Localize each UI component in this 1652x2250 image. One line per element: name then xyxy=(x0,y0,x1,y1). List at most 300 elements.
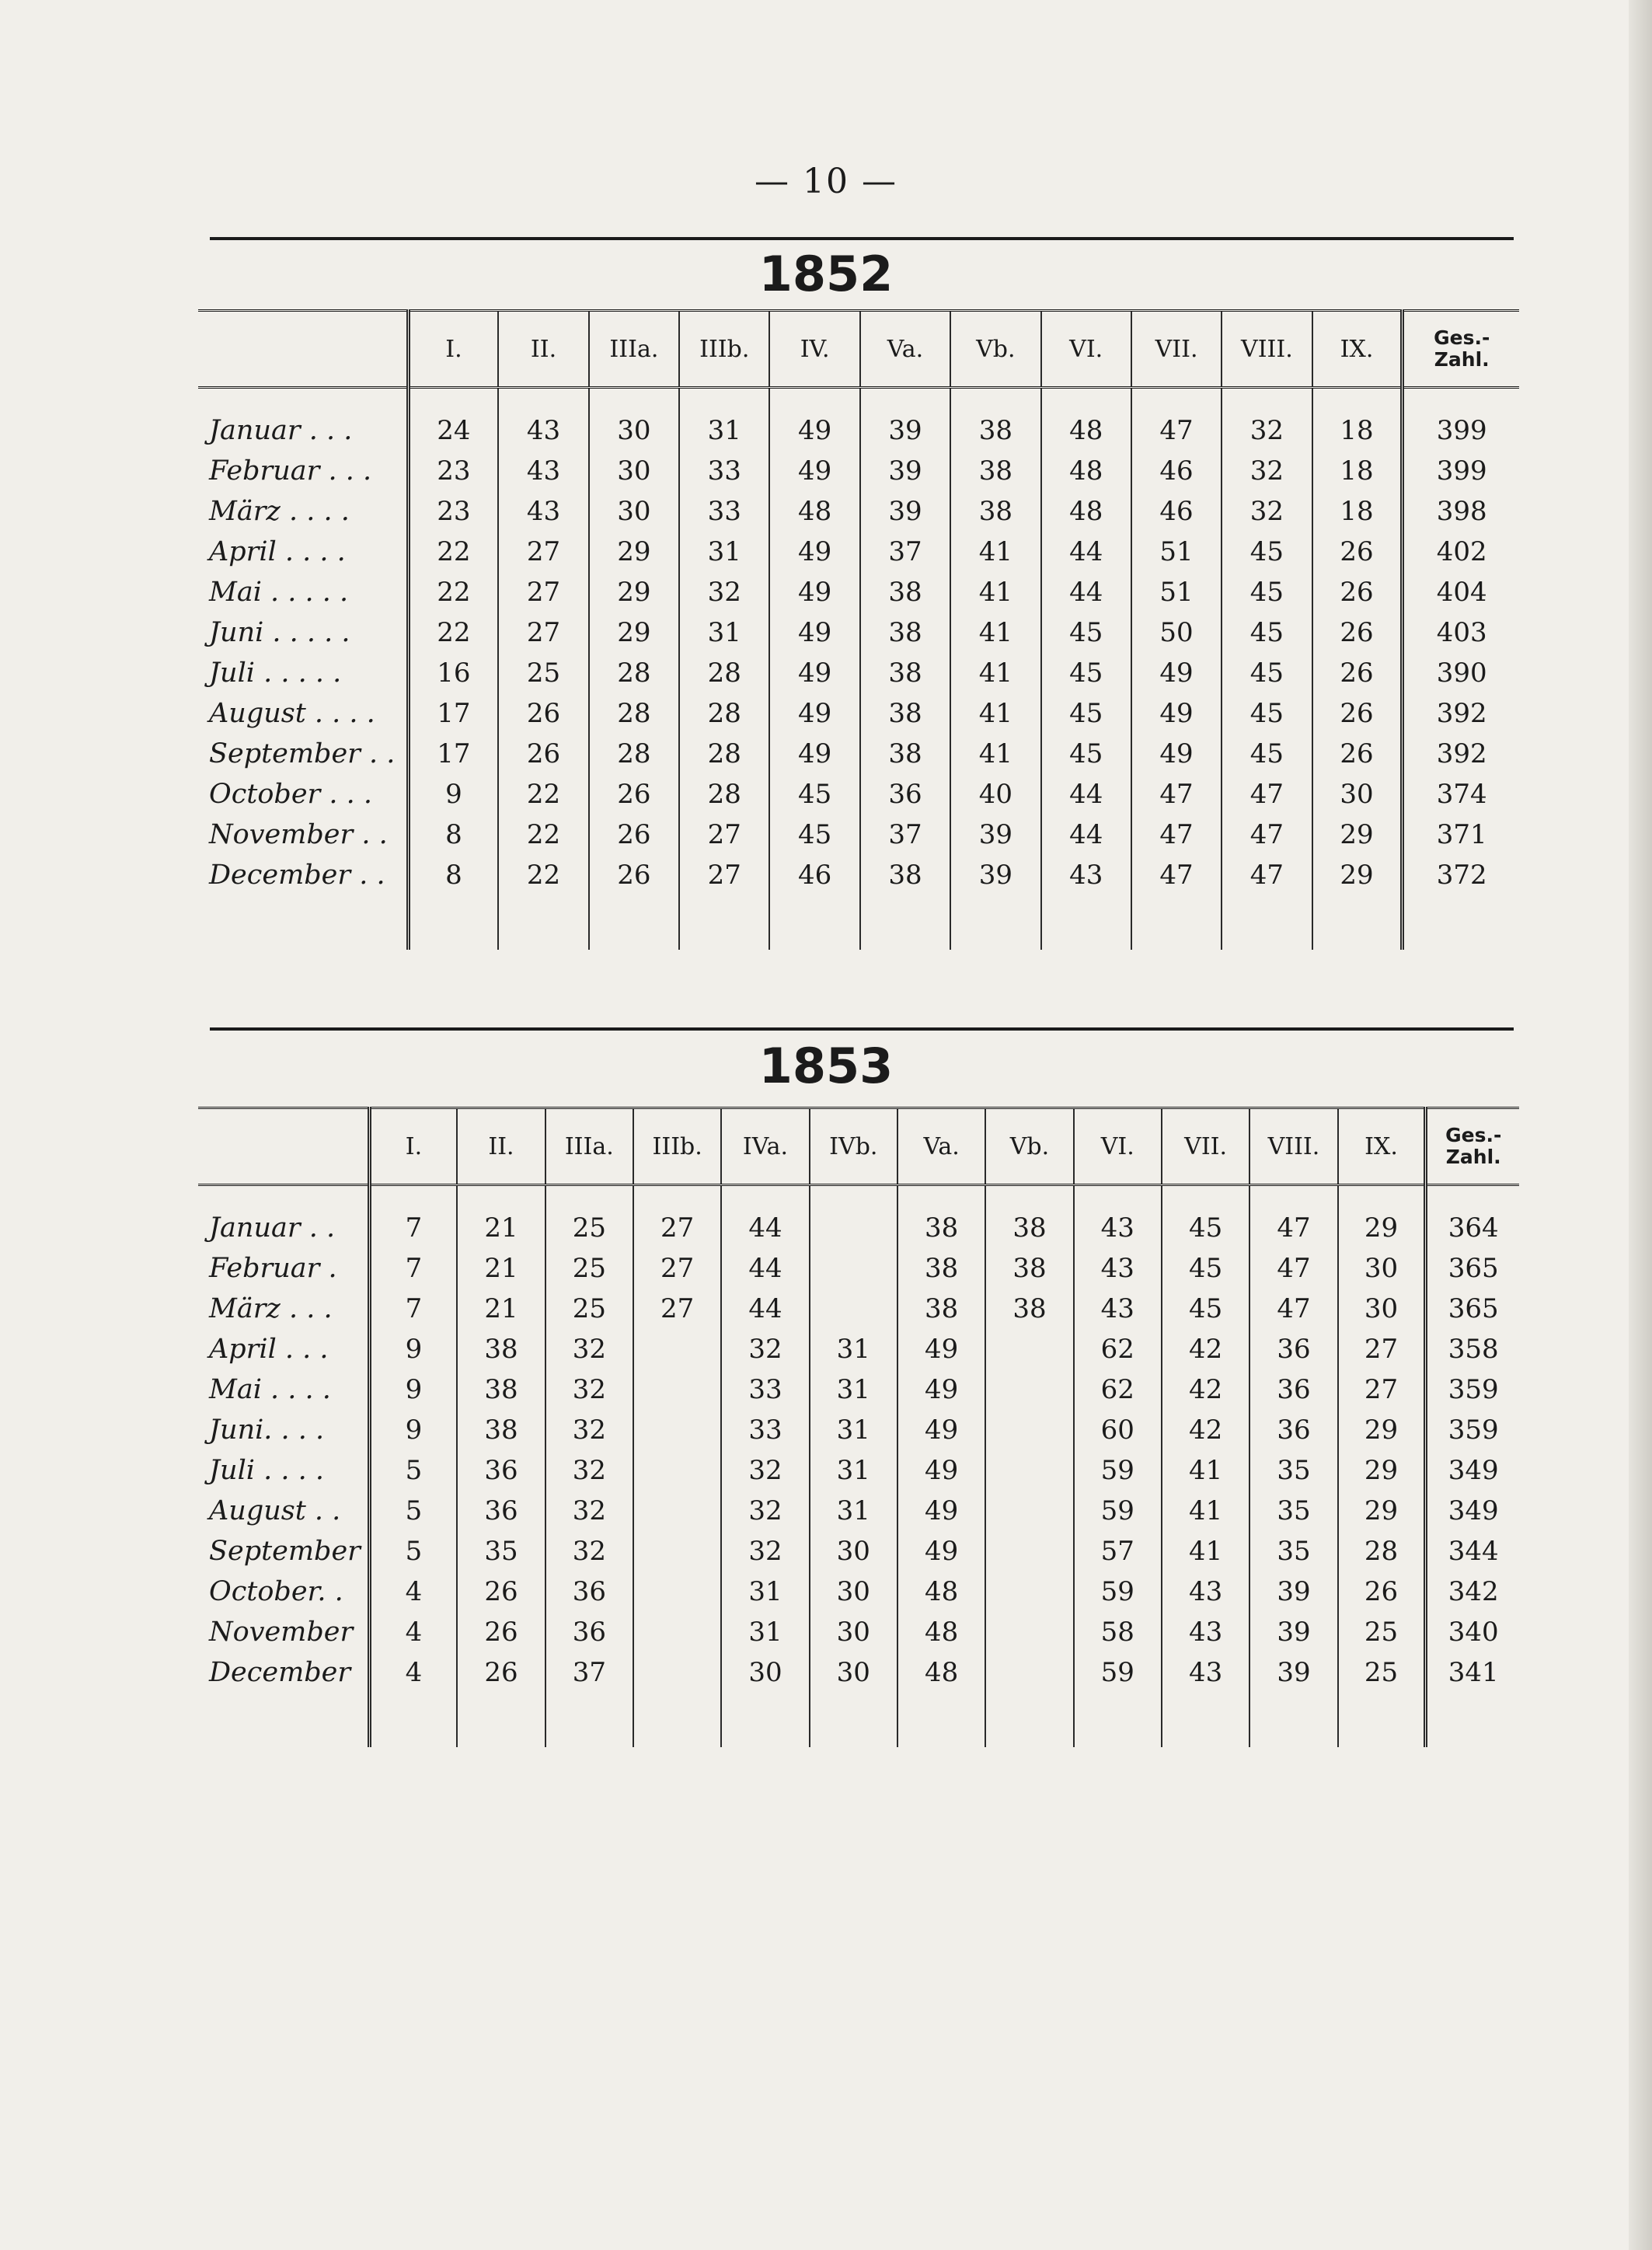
table-cell: 49 xyxy=(769,693,859,734)
table-cell: 26 xyxy=(1312,612,1403,653)
table-cell: 41 xyxy=(1162,1450,1249,1491)
table-cell: 47 xyxy=(1249,1208,1337,1248)
table-cell: 38 xyxy=(457,1410,545,1450)
tail-row xyxy=(198,1693,1519,1747)
table-cell: 59 xyxy=(1074,1491,1162,1531)
table-cell: 32 xyxy=(545,1531,633,1572)
table-cell: 30 xyxy=(810,1652,897,1693)
table-cell: 44 xyxy=(721,1289,809,1329)
table-cell xyxy=(810,1289,897,1329)
month-label: August . . xyxy=(209,1495,341,1526)
table-cell: 9 xyxy=(408,774,498,815)
column-header: VI. xyxy=(1074,1108,1162,1185)
spacer-row xyxy=(198,388,1519,411)
table-cell: 31 xyxy=(810,1329,897,1369)
table-cell: 38 xyxy=(985,1289,1073,1329)
table-cell: 47 xyxy=(1222,855,1312,895)
table-cell: 38 xyxy=(457,1329,545,1369)
table-cell: 26 xyxy=(457,1652,545,1693)
table-cell: 49 xyxy=(769,410,859,451)
table-cell: 32 xyxy=(679,572,769,612)
table-cell: 32 xyxy=(721,1491,809,1531)
table-cell: 41 xyxy=(1162,1491,1249,1531)
table-cell: 29 xyxy=(1312,815,1403,855)
table-row xyxy=(198,1450,1519,1491)
table-cell: 25 xyxy=(1338,1612,1426,1652)
total-cell: 403 xyxy=(1403,612,1519,653)
table-cell: 17 xyxy=(408,693,498,734)
table-cell: 31 xyxy=(810,1491,897,1531)
table-cell: 26 xyxy=(1312,653,1403,693)
table-cell: 44 xyxy=(1041,815,1131,855)
table-cell: 26 xyxy=(1338,1572,1426,1612)
column-header: IX. xyxy=(1338,1108,1426,1185)
table-cell: 31 xyxy=(679,532,769,572)
table-row xyxy=(198,491,1519,532)
table-cell: 27 xyxy=(1338,1329,1426,1369)
table-cell: 49 xyxy=(769,734,859,774)
table-cell: 8 xyxy=(408,815,498,855)
table-cell: 41 xyxy=(950,532,1040,572)
table-cell: 36 xyxy=(860,774,950,815)
table-cell: 41 xyxy=(950,653,1040,693)
table-cell xyxy=(633,1410,721,1450)
table-cell: 31 xyxy=(810,1410,897,1450)
table-cell: 4 xyxy=(369,1572,457,1612)
table-cell: 44 xyxy=(1041,774,1131,815)
table-cell: 43 xyxy=(1162,1612,1249,1652)
table-cell: 16 xyxy=(408,653,498,693)
column-header: IIIa. xyxy=(589,311,679,388)
table-cell: 28 xyxy=(679,693,769,734)
column-header: II. xyxy=(457,1108,545,1185)
table-cell: 48 xyxy=(1041,410,1131,451)
table-cell: 24 xyxy=(408,410,498,451)
table-cell: 38 xyxy=(860,653,950,693)
table-cell: 27 xyxy=(498,572,588,612)
table-cell xyxy=(985,1491,1073,1531)
table-cell: 47 xyxy=(1249,1289,1337,1329)
table-cell: 44 xyxy=(1041,532,1131,572)
table-cell: 26 xyxy=(589,815,679,855)
table-row xyxy=(198,653,1519,693)
table-cell: 30 xyxy=(1312,774,1403,815)
table-cell: 21 xyxy=(457,1208,545,1248)
table-row xyxy=(198,1369,1519,1410)
table-cell: 42 xyxy=(1162,1329,1249,1369)
total-cell: 359 xyxy=(1426,1410,1519,1450)
total-cell: 341 xyxy=(1426,1652,1519,1693)
total-cell: 371 xyxy=(1403,815,1519,855)
table-cell: 49 xyxy=(769,532,859,572)
attendance-table-1852 xyxy=(198,309,1519,950)
table-cell: 31 xyxy=(810,1369,897,1410)
table-cell: 17 xyxy=(408,734,498,774)
table-cell: 26 xyxy=(498,693,588,734)
table-cell: 26 xyxy=(457,1612,545,1652)
table-cell xyxy=(985,1369,1073,1410)
table-cell: 62 xyxy=(1074,1329,1162,1369)
table-cell xyxy=(633,1450,721,1491)
total-header: Ges.- Zahl. xyxy=(1426,1108,1519,1185)
table-cell: 26 xyxy=(589,774,679,815)
table-cell: 26 xyxy=(1312,572,1403,612)
table-cell: 49 xyxy=(769,612,859,653)
table-cell: 40 xyxy=(950,774,1040,815)
table-cell: 5 xyxy=(369,1450,457,1491)
year-heading-1853: 1853 xyxy=(758,1038,894,1094)
table-cell xyxy=(633,1369,721,1410)
total-cell: 392 xyxy=(1403,693,1519,734)
table-cell: 32 xyxy=(545,1329,633,1369)
table-cell: 25 xyxy=(545,1208,633,1248)
table-cell: 8 xyxy=(408,855,498,895)
table-row xyxy=(198,693,1519,734)
table-cell: 38 xyxy=(897,1289,985,1329)
table-cell: 43 xyxy=(1074,1208,1162,1248)
table-cell: 45 xyxy=(769,774,859,815)
table-cell: 38 xyxy=(457,1369,545,1410)
month-label: Mai . . . . xyxy=(209,1374,331,1405)
table-cell: 45 xyxy=(1162,1248,1249,1289)
table-cell: 49 xyxy=(897,1450,985,1491)
section-rule-1852 xyxy=(210,237,1514,240)
table-cell: 49 xyxy=(1131,693,1222,734)
table-cell: 9 xyxy=(369,1369,457,1410)
table-cell: 39 xyxy=(1249,1612,1337,1652)
month-label: Juni . . . . . xyxy=(209,617,350,648)
table-cell: 29 xyxy=(1338,1491,1426,1531)
table-cell: 46 xyxy=(1131,451,1222,491)
column-header: IIIb. xyxy=(679,311,769,388)
table-cell: 27 xyxy=(633,1289,721,1329)
table-cell: 26 xyxy=(498,734,588,774)
table-row xyxy=(198,1329,1519,1369)
column-header: IV. xyxy=(769,311,859,388)
column-header: Vb. xyxy=(985,1108,1073,1185)
total-cell: 402 xyxy=(1403,532,1519,572)
column-header: Vb. xyxy=(950,311,1040,388)
total-cell: 390 xyxy=(1403,653,1519,693)
table-row xyxy=(198,410,1519,451)
month-label: October. . xyxy=(209,1576,343,1607)
table-cell xyxy=(985,1612,1073,1652)
total-cell: 349 xyxy=(1426,1450,1519,1491)
month-label: Juli . . . . . xyxy=(209,658,342,689)
month-label: December . . xyxy=(209,860,385,891)
table-cell: 7 xyxy=(369,1289,457,1329)
table-cell: 5 xyxy=(369,1531,457,1572)
table-cell: 51 xyxy=(1131,532,1222,572)
table-cell: 45 xyxy=(769,815,859,855)
table-cell xyxy=(633,1491,721,1531)
column-header: Va. xyxy=(897,1108,985,1185)
column-header: I. xyxy=(369,1108,457,1185)
table-cell: 21 xyxy=(457,1248,545,1289)
table-cell: 26 xyxy=(457,1572,545,1612)
table-cell: 31 xyxy=(810,1450,897,1491)
total-cell: 399 xyxy=(1403,410,1519,451)
table-cell: 45 xyxy=(1041,734,1131,774)
month-label: Juli . . . . xyxy=(209,1455,324,1486)
table-cell: 31 xyxy=(721,1612,809,1652)
table-cell: 4 xyxy=(369,1612,457,1652)
table-cell: 47 xyxy=(1249,1248,1337,1289)
table-row xyxy=(198,1531,1519,1572)
month-label: October . . . xyxy=(209,779,373,810)
table-cell: 50 xyxy=(1131,612,1222,653)
table-cell: 47 xyxy=(1131,855,1222,895)
total-cell: 364 xyxy=(1426,1208,1519,1248)
table-cell: 51 xyxy=(1131,572,1222,612)
table-cell: 30 xyxy=(589,491,679,532)
table-cell: 32 xyxy=(721,1329,809,1369)
month-label: Januar . . xyxy=(209,1212,336,1244)
table-row xyxy=(198,1572,1519,1612)
table-cell: 48 xyxy=(769,491,859,532)
table-cell: 48 xyxy=(1041,491,1131,532)
table-cell xyxy=(633,1531,721,1572)
table-cell: 29 xyxy=(1338,1208,1426,1248)
table-cell: 22 xyxy=(498,815,588,855)
table-cell: 31 xyxy=(679,410,769,451)
column-header: I. xyxy=(408,311,498,388)
table-cell: 36 xyxy=(457,1450,545,1491)
table-cell: 9 xyxy=(369,1329,457,1369)
table-cell: 25 xyxy=(1338,1652,1426,1693)
table-cell: 36 xyxy=(545,1612,633,1652)
table-cell: 44 xyxy=(721,1208,809,1248)
table-cell: 49 xyxy=(897,1491,985,1531)
total-cell: 358 xyxy=(1426,1329,1519,1369)
table-cell: 47 xyxy=(1131,774,1222,815)
table-row xyxy=(198,1652,1519,1693)
table-cell: 36 xyxy=(1249,1410,1337,1450)
table-cell: 4 xyxy=(369,1652,457,1693)
table-cell: 18 xyxy=(1312,410,1403,451)
table-cell: 25 xyxy=(545,1248,633,1289)
header-row xyxy=(198,1108,1519,1185)
table-cell xyxy=(985,1329,1073,1369)
table-cell: 30 xyxy=(810,1572,897,1612)
table-cell: 43 xyxy=(1041,855,1131,895)
table-row xyxy=(198,451,1519,491)
table-cell: 43 xyxy=(1074,1248,1162,1289)
table-cell: 26 xyxy=(1312,693,1403,734)
table-cell: 30 xyxy=(589,451,679,491)
table-cell: 27 xyxy=(633,1208,721,1248)
table-row xyxy=(198,774,1519,815)
table-cell: 37 xyxy=(860,532,950,572)
table-cell: 26 xyxy=(1312,734,1403,774)
column-header: Va. xyxy=(860,311,950,388)
table-cell: 7 xyxy=(369,1248,457,1289)
table-cell: 23 xyxy=(408,451,498,491)
table-cell: 18 xyxy=(1312,451,1403,491)
total-cell: 342 xyxy=(1426,1572,1519,1612)
month-label: April . . . xyxy=(209,1334,329,1365)
table-cell: 28 xyxy=(679,774,769,815)
table-cell: 21 xyxy=(457,1289,545,1329)
table-cell: 26 xyxy=(589,855,679,895)
table-cell: 43 xyxy=(498,451,588,491)
column-header: IVb. xyxy=(810,1108,897,1185)
table-cell: 46 xyxy=(769,855,859,895)
total-cell: 372 xyxy=(1403,855,1519,895)
total-cell: 365 xyxy=(1426,1289,1519,1329)
month-header xyxy=(198,1108,369,1185)
table-cell: 43 xyxy=(498,410,588,451)
month-label: Januar . . . xyxy=(209,415,353,446)
column-header: IIIb. xyxy=(633,1108,721,1185)
table-cell: 29 xyxy=(1338,1450,1426,1491)
table-cell: 31 xyxy=(721,1572,809,1612)
table-cell: 44 xyxy=(721,1248,809,1289)
table-cell: 29 xyxy=(589,532,679,572)
table-cell: 49 xyxy=(897,1329,985,1369)
table-cell: 58 xyxy=(1074,1612,1162,1652)
table-cell: 29 xyxy=(589,572,679,612)
table-cell: 41 xyxy=(950,734,1040,774)
table-cell: 59 xyxy=(1074,1652,1162,1693)
table-cell: 38 xyxy=(985,1248,1073,1289)
table-cell: 39 xyxy=(950,815,1040,855)
table-cell: 7 xyxy=(369,1208,457,1248)
total-cell: 340 xyxy=(1426,1612,1519,1652)
table-cell: 49 xyxy=(897,1369,985,1410)
table-cell: 30 xyxy=(1338,1248,1426,1289)
year-heading-1852: 1852 xyxy=(758,246,894,302)
table-cell: 27 xyxy=(679,855,769,895)
table-cell xyxy=(985,1410,1073,1450)
month-header xyxy=(198,311,408,388)
table-cell: 45 xyxy=(1222,612,1312,653)
table-cell: 33 xyxy=(679,491,769,532)
total-cell: 365 xyxy=(1426,1248,1519,1289)
table-cell xyxy=(985,1572,1073,1612)
table-row xyxy=(198,1248,1519,1289)
table-cell: 57 xyxy=(1074,1531,1162,1572)
table-cell xyxy=(633,1329,721,1369)
table-row xyxy=(198,1289,1519,1329)
table-cell: 36 xyxy=(1249,1369,1337,1410)
page-edge xyxy=(1629,0,1652,2250)
total-cell: 404 xyxy=(1403,572,1519,612)
table-cell: 49 xyxy=(897,1410,985,1450)
month-label: September . . xyxy=(209,738,396,769)
table-cell: 39 xyxy=(950,855,1040,895)
table-cell: 41 xyxy=(1162,1531,1249,1572)
table-row xyxy=(198,1208,1519,1248)
table-cell: 38 xyxy=(950,491,1040,532)
table-cell: 39 xyxy=(1249,1572,1337,1612)
attendance-table-1853 xyxy=(198,1107,1519,1747)
table-cell: 33 xyxy=(721,1410,809,1450)
table-cell: 30 xyxy=(1338,1289,1426,1329)
section-rule-1853 xyxy=(210,1027,1514,1031)
table-cell xyxy=(633,1572,721,1612)
table-cell: 47 xyxy=(1222,815,1312,855)
table-cell: 32 xyxy=(545,1450,633,1491)
table-cell: 38 xyxy=(860,693,950,734)
table-row xyxy=(198,612,1519,653)
month-label: November . . xyxy=(209,819,388,850)
total-cell: 374 xyxy=(1403,774,1519,815)
table-cell: 45 xyxy=(1222,572,1312,612)
table-cell: 27 xyxy=(1338,1369,1426,1410)
table-cell: 41 xyxy=(950,572,1040,612)
table-cell: 30 xyxy=(810,1612,897,1652)
table-cell: 48 xyxy=(1041,451,1131,491)
total-header: Ges.- Zahl. xyxy=(1403,311,1519,388)
table-cell: 43 xyxy=(1162,1652,1249,1693)
table-cell: 32 xyxy=(721,1450,809,1491)
table-cell: 48 xyxy=(897,1572,985,1612)
table-cell: 49 xyxy=(1131,653,1222,693)
month-label: September xyxy=(209,1536,361,1567)
month-label: November xyxy=(209,1617,354,1648)
table-cell: 9 xyxy=(369,1410,457,1450)
table-cell: 32 xyxy=(545,1410,633,1450)
table-cell: 32 xyxy=(545,1491,633,1531)
table-cell: 39 xyxy=(860,451,950,491)
table-cell: 30 xyxy=(589,410,679,451)
table-cell xyxy=(985,1531,1073,1572)
table-cell: 49 xyxy=(769,572,859,612)
table-cell: 41 xyxy=(950,612,1040,653)
table-cell: 45 xyxy=(1041,612,1131,653)
table-cell: 42 xyxy=(1162,1410,1249,1450)
table-cell: 38 xyxy=(860,734,950,774)
table-cell: 28 xyxy=(1338,1531,1426,1572)
table-cell: 42 xyxy=(1162,1369,1249,1410)
spacer-row xyxy=(198,1185,1519,1209)
month-label: Mai . . . . . xyxy=(209,577,349,608)
table-cell: 36 xyxy=(457,1491,545,1531)
month-label: December xyxy=(209,1657,351,1688)
table-cell: 23 xyxy=(408,491,498,532)
table-cell: 27 xyxy=(633,1248,721,1289)
table-cell: 38 xyxy=(985,1208,1073,1248)
table-cell: 45 xyxy=(1222,734,1312,774)
table-cell: 35 xyxy=(1249,1491,1337,1531)
table-cell: 27 xyxy=(498,532,588,572)
table-cell xyxy=(810,1248,897,1289)
table-cell: 45 xyxy=(1162,1289,1249,1329)
table-cell: 26 xyxy=(1312,532,1403,572)
table-cell: 45 xyxy=(1162,1208,1249,1248)
total-cell: 359 xyxy=(1426,1369,1519,1410)
table-cell: 49 xyxy=(769,653,859,693)
table-cell: 30 xyxy=(810,1531,897,1572)
column-header: II. xyxy=(498,311,588,388)
table-row xyxy=(198,1491,1519,1531)
table-cell: 28 xyxy=(589,653,679,693)
table-cell: 5 xyxy=(369,1491,457,1531)
table-cell: 30 xyxy=(721,1652,809,1693)
table-cell: 22 xyxy=(408,532,498,572)
column-header: IVa. xyxy=(721,1108,809,1185)
column-header: VII. xyxy=(1162,1108,1249,1185)
table-row xyxy=(198,734,1519,774)
total-cell: 344 xyxy=(1426,1531,1519,1572)
table-row xyxy=(198,855,1519,895)
table-cell xyxy=(985,1652,1073,1693)
table-cell: 33 xyxy=(721,1369,809,1410)
table-cell: 32 xyxy=(1222,410,1312,451)
table-cell: 32 xyxy=(1222,451,1312,491)
total-cell: 399 xyxy=(1403,451,1519,491)
